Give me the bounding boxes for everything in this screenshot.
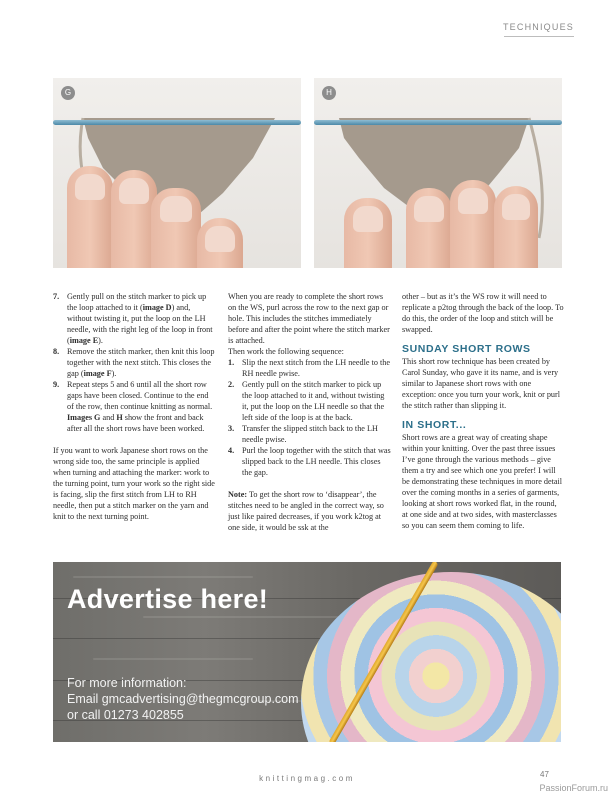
section-heading-sunday-short-rows: SUNDAY SHORT ROWS xyxy=(402,343,531,355)
finger xyxy=(197,218,243,268)
section-rule xyxy=(504,36,574,37)
text-column-1 xyxy=(53,291,217,522)
finger xyxy=(67,166,113,268)
finger xyxy=(450,180,496,268)
finger xyxy=(406,188,452,268)
section-label: TECHNIQUES xyxy=(502,22,574,32)
photo-g-front-of-knitting xyxy=(53,78,301,268)
knitting-needle xyxy=(314,120,562,125)
step-item: 2. Gently pull on the stitch marker to pick up the loop attached to it and, without twisting it, put the loop on the LH needle so that the left side of the loop is at the back. xyxy=(228,380,385,422)
sequence-lead: Then work the following sequence: xyxy=(228,347,344,356)
steps-list-1-4 xyxy=(228,357,392,478)
step-item: 7. Gently pull on the stitch marker to pick up the loop attached to it (image D) and, without twisting it, put the loop on the LH needle, with the right leg of the loop in front (image E). xyxy=(53,292,213,345)
photo-tag: G xyxy=(61,86,75,100)
advert-email[interactable]: Email gmcadvertising@thegmcgroup.com xyxy=(67,692,299,706)
watermark: PassionForum.ru xyxy=(539,783,608,793)
section-heading-in-short: IN SHORT... xyxy=(402,419,467,431)
step-item: 1. Slip the next stitch from the LH needle to the RH needle pwise. xyxy=(228,358,391,378)
step-item: 3. Transfer the slipped stitch back to the LH needle pwise. xyxy=(228,424,378,444)
steps-list-7-9 xyxy=(53,291,217,434)
step-item: 9. Repeat steps 5 and 6 until all the short row gaps have been closed. Continue to the end of the row, then continue knitting as normal. Images G and H show the front and back after all the short rows have been worked. xyxy=(53,380,213,433)
footer-website[interactable]: knittingmag.com xyxy=(259,774,355,783)
photo-h-back-of-knitting xyxy=(314,78,562,268)
finger xyxy=(151,188,201,268)
knitting-needle xyxy=(53,120,301,125)
advert-info-line: For more information: xyxy=(67,676,187,690)
text-column-2 xyxy=(228,291,392,533)
step-item: 4. Purl the loop together with the stitch that was slipped back to the LH needle. This closes the gap. xyxy=(228,446,391,477)
photo-tag: H xyxy=(322,86,336,100)
text-column-3 xyxy=(402,291,564,531)
body-paragraph: This short row technique has been created by Carol Sunday, who gave it its name, and is very similar to Japanese short rows with one exception: once you turn your work, knit or purl the stitch rather than slipping it. xyxy=(402,357,561,410)
page-number: 47 xyxy=(540,770,549,779)
note-paragraph: Note: To get the short row to ‘disappear’, the stitches need to be angled in the correct way, so just like paired decreases, if you work k2tog at one side, it would be ssk at the xyxy=(228,490,384,532)
body-paragraph: other – but as it’s the WS row it will need to replicate a p2tog through the back of the loop. To do this, the order of the loop and stitch will be swapped. xyxy=(402,292,564,334)
advert-phone: or call 01273 402855 xyxy=(67,708,184,722)
finger xyxy=(344,198,392,268)
body-paragraph: When you are ready to complete the short rows on the WS, purl across the row to the next gap or hole. This includes the stitches immediately before and after the point where the stitch marker is attached. xyxy=(228,292,390,345)
step-item: 8. Remove the stitch marker, then knit this loop together with the next stitch. This closes the gap (image F). xyxy=(53,347,215,378)
advert-title: Advertise here! xyxy=(67,584,269,614)
advert-contact-info xyxy=(67,675,299,723)
advertisement-banner[interactable] xyxy=(53,562,561,742)
finger xyxy=(494,186,538,268)
body-paragraph: If you want to work Japanese short rows on the wrong side too, the same principle is applied when turning and attaching the marker: work to the turning point, turn your work so the right side is facing, slip the first stitch from LH to RH needle, then put a stitch marker on the yarn and knit to the next turning point. xyxy=(53,446,215,521)
body-paragraph: Short rows are a great way of creating shape within your knitting. Over the past three issues I’ve gone through the various methods – give them a try and see which one you prefer! I will be demonstrating these techniques in more detail over the coming months in a series of garments, looking at short rows worked flat, in the round, at one side and at two sides, with masterclasses so you can seem them coming to life. xyxy=(402,433,563,530)
